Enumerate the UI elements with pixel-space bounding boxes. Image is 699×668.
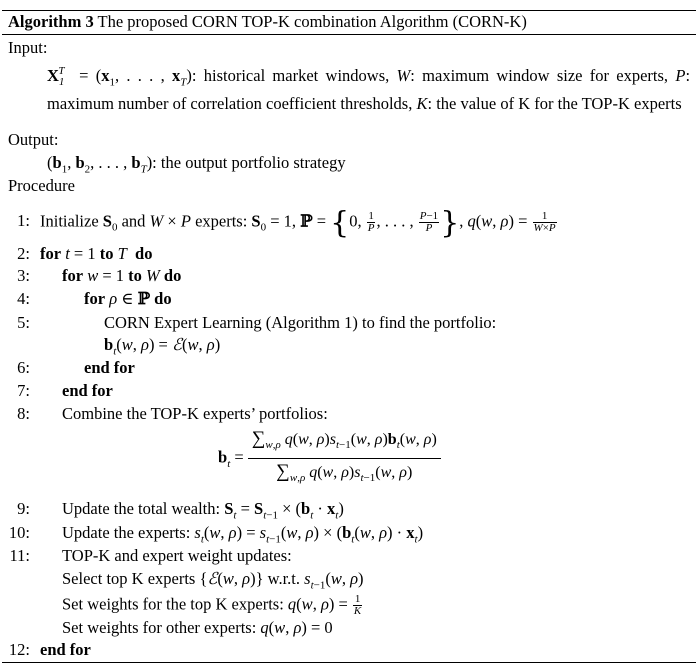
- step-end-for-w: end for: [62, 381, 113, 400]
- title-rule: [2, 34, 696, 35]
- step-number: 9:: [17, 499, 30, 518]
- step-update-experts: Update the experts: $s_t(w$, $\rho) = s_{t-1}(w$, $\rho) \times (b_t(w$, $\rho) \cdot x_t$): [62, 523, 424, 546]
- step-number: 4:: [17, 289, 30, 308]
- step-select-top-k: Select top K experts {ℰ(w, ρ)} w.r.t. $s_{t-1}(w$, ρ): [62, 569, 364, 592]
- algorithm-label: Algorithm 3: [8, 12, 94, 31]
- step-combine: Combine the TOP-K experts’ portfolios:: [62, 404, 328, 423]
- step-topk-updates: TOP-K and expert weight updates:: [62, 546, 292, 565]
- step-number: 2:: [17, 244, 30, 263]
- step-number: 5:: [17, 313, 30, 332]
- bottom-rule: [2, 662, 696, 663]
- input-part1: historical market windows,: [203, 66, 390, 85]
- input-part3: maximum number of correlation coefficient thresholds,: [47, 94, 413, 114]
- combine-formula: $b_t$ = $\frac{\sum_{w,\rho} q(w, \rho)s_{t-1}(w, \rho)b_t(w, \rho)}{\sum_{w,\rho} q(w, \rho)s_{t-1}(w, \rho)}$: [218, 428, 441, 489]
- input-part2: maximum window size for experts,: [422, 66, 669, 85]
- step-end-for-t: end for: [40, 640, 91, 659]
- input-heading: Input:: [8, 38, 48, 57]
- step-number: 1:: [17, 211, 30, 230]
- step-number: 6:: [17, 358, 30, 377]
- output-text: the output portfolio strategy: [160, 153, 346, 172]
- step-weights-top: Set weights for the top K experts: q(w, ρ) = $\frac{1}{K}$: [62, 593, 362, 617]
- step-end-for-rho: end for: [84, 358, 135, 377]
- input-part4: the value of K for the TOP-K experts: [436, 94, 682, 114]
- step-update-wealth: Update the total wealth: $S_t = S_{t-1} \times (b_t \cdot x_t)$: [62, 499, 344, 522]
- step-corn-formula: $b_t(w$, ρ) = ℰ(w, ρ): [104, 335, 221, 358]
- output-description: ($b_1$, $b_2$, . . . , $b_T$): the output portfolio strategy: [47, 153, 346, 176]
- step-number: 3:: [17, 266, 30, 285]
- step-number: 12:: [8, 640, 30, 659]
- output-heading: Output:: [8, 130, 59, 149]
- step-weights-other: Set weights for other experts: q(w, ρ) = 0: [62, 618, 333, 637]
- step-number: 8:: [17, 404, 30, 423]
- step-number: 10:: [8, 523, 30, 542]
- step-for-rho: for ρ ∈ ℙ do: [84, 289, 172, 308]
- algorithm-title: [8, 12, 527, 32]
- algorithm-title-text: The proposed CORN TOP-K combination Algorithm (CORN-K): [97, 12, 527, 31]
- input-description: $X_1^T = (x_1$, . . . , $x_T$): historical market windows, W: maximum window size for experts, P: maximum number of correlation coefficient thresholds, K: the value of K for the TOP-K experts: [47, 65, 691, 114]
- step-number: 11:: [9, 546, 30, 565]
- step-for-w: for w = 1 to W do: [62, 266, 182, 285]
- step-initialize: Initialize $S_0$ and W × P experts: $S_0 = 1$, ℙ = {0, $\frac{1}{P}$ , . . . , $\frac{P-1}{P}$ }, q(w, ρ) = $\frac{1}{W\times P}$: [40, 205, 556, 241]
- step-for-t: for t = 1 to T do: [40, 244, 153, 263]
- procedure-heading: Procedure: [8, 176, 75, 195]
- step-corn-learning: CORN Expert Learning (Algorithm 1) to find the portfolio:: [104, 313, 497, 332]
- step-number: 7:: [17, 381, 30, 400]
